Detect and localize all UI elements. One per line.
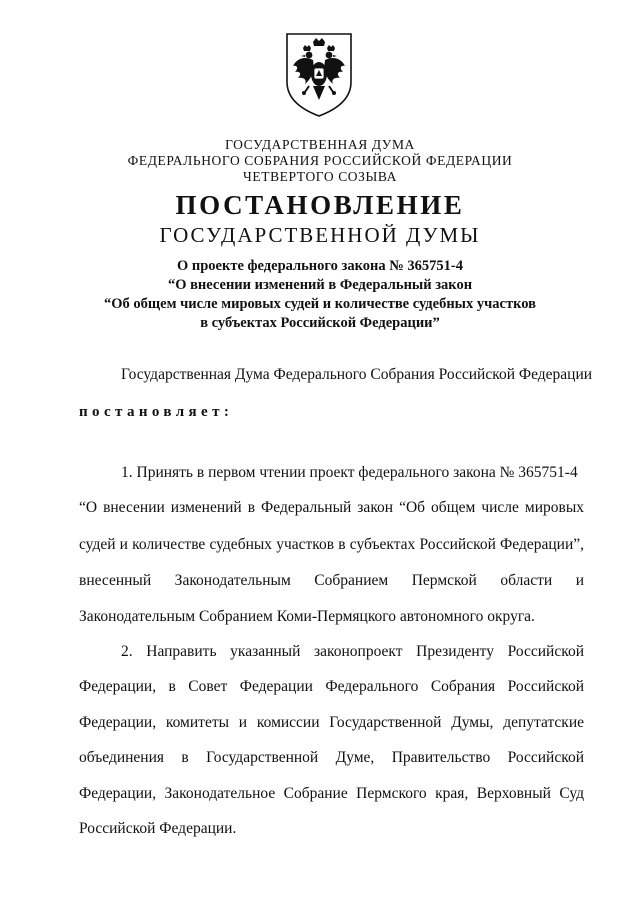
org-line-3: ЧЕТВЕРТОГО СОЗЫВА xyxy=(243,169,397,184)
subject-line-1: О проекте федерального закона № 365751-4 xyxy=(176,258,464,274)
p1-line-5: Законодательным Собранием Коми-Пермяцкого автономного округа. xyxy=(79,608,535,625)
subject-line-2: “О внесении изменений в Федеральный закон xyxy=(167,277,473,293)
p2-line-5: Федерации, Законодательное Собрание Пермского края, Верховный Суд xyxy=(79,785,584,802)
p2-line-6: Российской Федерации. xyxy=(79,820,237,837)
p1-line-2: “О внесении изменений в Федеральный закон “Об общем числе мировых xyxy=(79,499,584,516)
p1-line-1: 1. Принять в первом чтении проект федерального закона № 365751-4 xyxy=(121,464,578,481)
p1-line-4: внесенный Законодательным Собранием Пермской области и xyxy=(79,572,584,589)
coat-of-arms-icon xyxy=(283,30,355,118)
subject-line-3: “Об общем числе мировых судей и количестве судебных участков xyxy=(104,296,536,312)
intro-text: Государственная Дума Федерального Собрания Российской Федерации xyxy=(121,366,593,383)
p2-line-1: 2. Направить указанный законопроект Президенту Российской xyxy=(121,643,584,660)
org-line-2: ФЕДЕРАЛЬНОГО СОБРАНИЯ РОССИЙСКОЙ ФЕДЕРАЦИИ xyxy=(127,153,513,168)
p2-line-4: объединения в Государственной Думе, Правительство Российской xyxy=(79,749,584,766)
resolves-text: постановляет: xyxy=(79,404,234,420)
p1-line-3: судей и количестве судебных участков в субъектах Российской Федерации”, xyxy=(79,536,584,553)
document-type: ПОСТАНОВЛЕНИЕ xyxy=(175,190,465,220)
subject-line-4: в субъектах Российской Федерации” xyxy=(200,315,440,331)
p2-line-2: Федерации, в Совет Федерации Федерального Собрания Российской xyxy=(79,678,584,695)
document-issuer: ГОСУДАРСТВЕННОЙ ДУМЫ xyxy=(159,223,481,247)
org-line-1: ГОСУДАРСТВЕННАЯ ДУМА xyxy=(225,137,415,152)
p2-line-3: Федерации, комитеты и комиссии Государственной Думы, депутатские xyxy=(79,714,584,731)
